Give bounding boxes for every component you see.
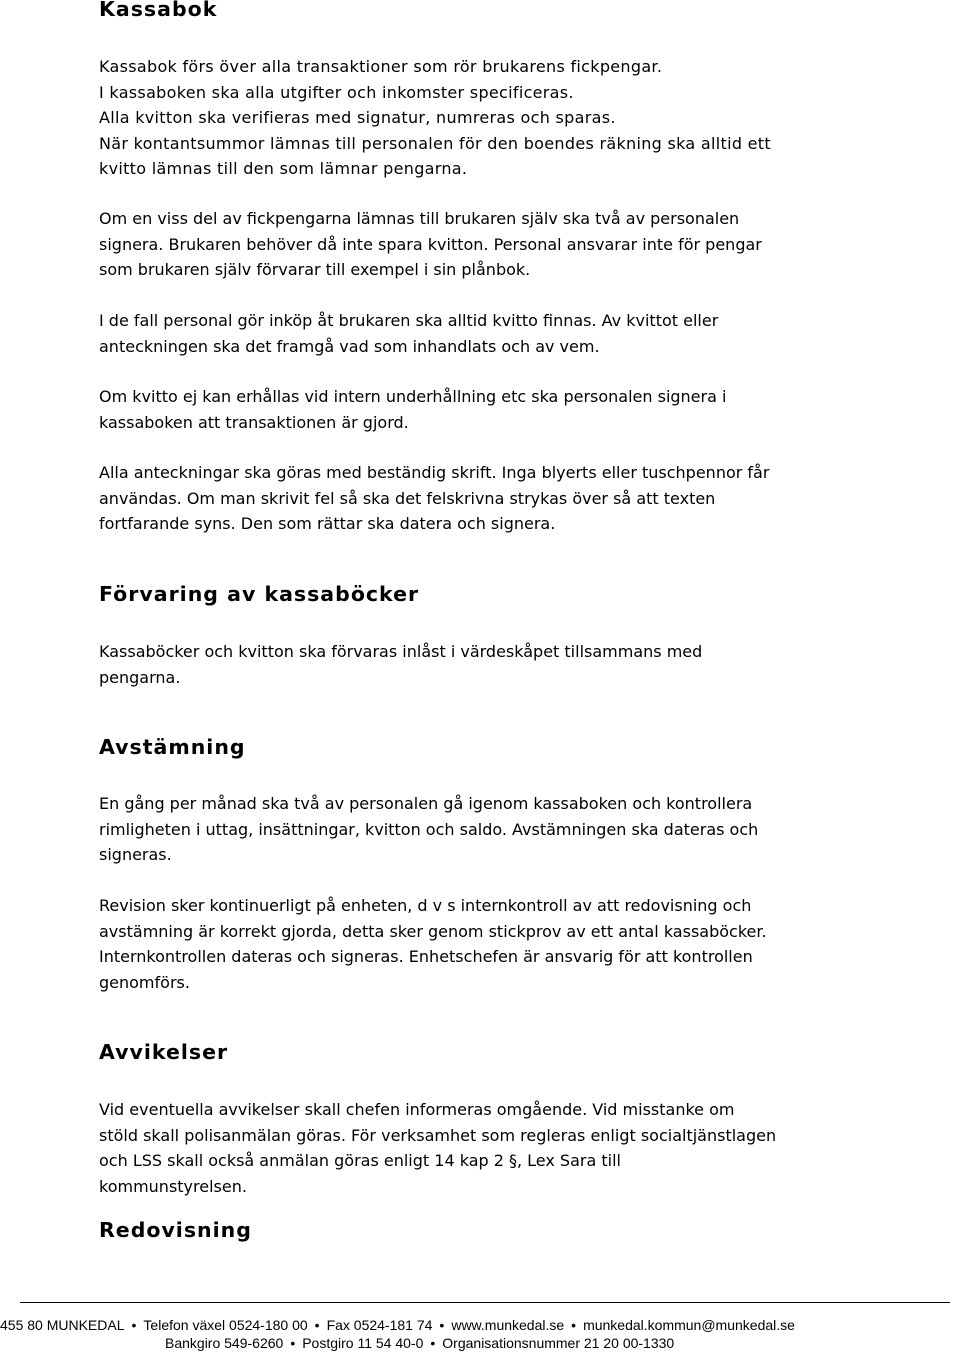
footer-separator: • [131,1317,137,1333]
text-line: Kassaböcker och kvitton ska förvaras inlåst i värdeskåpet tillsammans med [99,642,703,661]
footer-separator: • [290,1335,296,1351]
heading-avvikelser: Avvikelser [99,1040,229,1064]
text-line: signeras. [99,845,172,865]
footer-phone: Telefon växel 0524-180 00 [143,1317,308,1333]
text-line: Alla anteckningar ska göras med beständig skrift. Inga blyerts eller tuschpennor får [99,463,770,482]
footer-separator: • [314,1317,320,1333]
page-title: Kassabok [99,0,218,21]
text-line: kvitto lämnas till den som lämnar pengarna. [99,159,468,179]
footer-website-link[interactable]: www.munkedal.se [451,1317,565,1333]
text-line: pengarna. [99,667,181,687]
text-line: Vid eventuella avvikelser skall chefen informeras omgående. Vid misstanke om [99,1100,735,1119]
footer-postgiro: Postgiro 11 54 40-0 [302,1335,424,1351]
paragraph-no-receipt [99,384,726,435]
text-line: anteckningen ska det framgå vad som inhandlats och av vem. [99,336,600,356]
text-line: Internkontrollen dateras och signeras. Enhetschefen är ansvarig för att kontrollen [99,947,753,967]
heading-redovisning: Redovisning [99,1218,252,1242]
footer-fax: Fax 0524-181 74 [326,1317,433,1333]
footer-separator: • [430,1335,436,1351]
footer-line-1 [0,1317,960,1333]
text-line: som brukaren själv förvarar till exempel i sin plånbok. [99,260,531,280]
text-line: kassaboken att transaktionen är gjord. [99,412,409,432]
footer-email-link[interactable]: munkedal.kommun@munkedal.se [583,1317,795,1333]
text-line: kommunstyrelsen. [99,1176,247,1196]
footer-separator: • [439,1317,445,1333]
paragraph-purchases [99,308,718,359]
paragraph-intro [99,54,771,182]
paragraph-signing [99,206,762,283]
text-line: genomförs. [99,972,190,992]
text-line: signera. Brukaren behöver då inte spara kvitton. Personal ansvarar inte för pengar [99,234,762,254]
text-line: I kassaboken ska alla utgifter och inkomster specificeras. [99,82,574,102]
footer-address: 455 80 MUNKEDAL [0,1317,125,1333]
text-line: En gång per månad ska två av personalen gå igenom kassaboken och kontrollera [99,794,753,813]
text-line: Om kvitto ej kan erhållas vid intern underhållning etc ska personalen signera i [99,387,727,406]
footer-divider [20,1302,950,1303]
paragraph-permanent-ink [99,460,769,537]
paragraph-avstamning-revision [99,893,767,995]
paragraph-avvikelser [99,1097,776,1199]
text-line: användas. Om man skrivit fel så ska det felskrivna strykas över så att texten [99,488,716,508]
text-line: och LSS skall också anmälan göras enligt 14 kap 2 §, Lex Sara till [99,1151,621,1171]
text-line: I de fall personal gör inköp åt brukaren ska alltid kvitto finnas. Av kvittot eller [99,311,719,330]
heading-forvaring: Förvaring av kassaböcker [99,582,420,606]
text-line: Revision sker kontinuerligt på enheten, d v s internkontroll av att redovisning och [99,896,752,915]
footer-org-number: Organisationsnummer 21 20 00-1330 [442,1335,675,1351]
text-line: Alla kvitton ska verifieras med signatur, numreras och sparas. [99,108,616,128]
text-line: Kassabok förs över alla transaktioner som rör brukarens fickpengar. [99,57,663,76]
heading-avstamning: Avstämning [99,735,246,759]
footer-bankgiro: Bankgiro 549-6260 [165,1335,284,1351]
text-line: fortfarande syns. Den som rättar ska datera och signera. [99,514,556,534]
text-line: Om en viss del av fickpengarna lämnas till brukaren själv ska två av personalen [99,209,740,228]
paragraph-avstamning-monthly [99,791,758,868]
footer-separator: • [571,1317,577,1333]
text-line: När kontantsummor lämnas till personalen för den boendes räkning ska alltid ett [99,133,771,153]
footer-line-2 [0,1335,960,1351]
paragraph-forvaring [99,639,702,690]
text-line: avstämning är korrekt gjorda, detta sker genom stickprov av ett antal kassaböcker. [99,921,767,941]
text-line: stöld skall polisanmälan göras. För verksamhet som regleras enligt socialtjänstlagen [99,1125,777,1145]
text-line: rimligheten i uttag, insättningar, kvitton och saldo. Avstämningen ska dateras och [99,819,759,839]
